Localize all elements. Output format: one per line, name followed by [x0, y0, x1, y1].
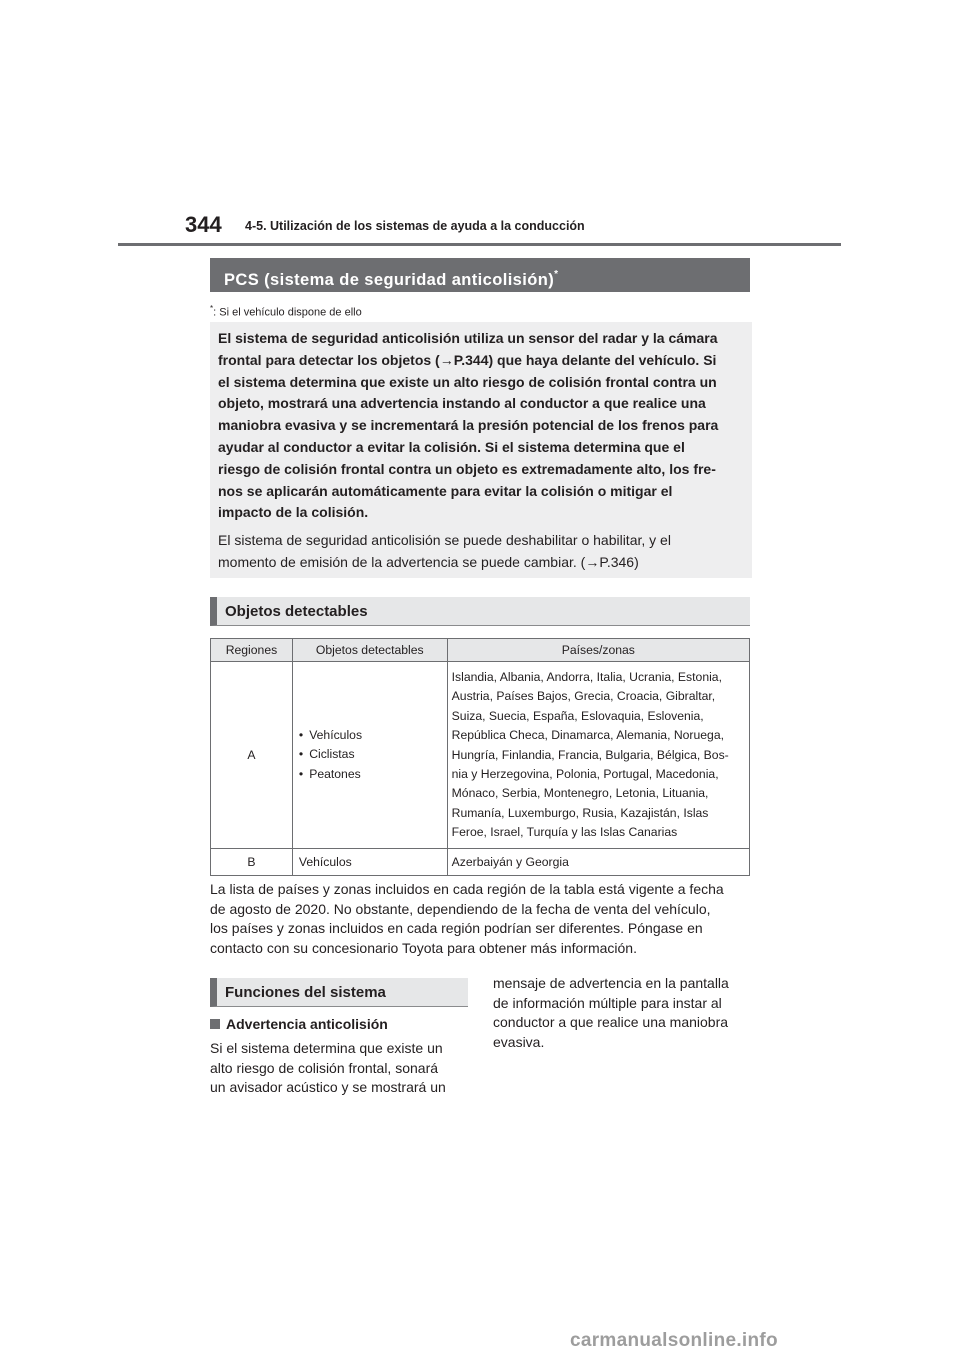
table-row [211, 848, 750, 875]
intro-note-line: El sistema de seguridad anticolisión se puede deshabilitar o habilitar, y el [218, 532, 671, 549]
col-header-paises: Países/zonas [447, 639, 749, 662]
paragraph-line: contacto con su concesionario Toyota para obtener más información. [210, 939, 637, 956]
country-line: Austria, Países Bajos, Grecia, Croacia, Gibraltar, [451, 689, 716, 704]
page-number: 344 [185, 212, 222, 237]
pcs-title-bar [210, 258, 750, 292]
text-line: de información múltiple para instar al [493, 994, 722, 1011]
advertencia-label: Advertencia anticolisión [226, 1016, 388, 1032]
detectable-objects-table [210, 638, 750, 876]
text-line: alto riesgo de colisión frontal, sonará [210, 1059, 439, 1076]
left-column-text [210, 1039, 468, 1098]
paragraph-line: los países y zonas incluidos en cada región podrían ser diferentes. Póngase en [210, 920, 703, 936]
country-line: República Checa, Dinamarca, Alemania, Noruega, [451, 728, 724, 743]
pcs-title: PCS (sistema de seguridad anticolisión) [224, 271, 555, 289]
country-line: Rumanía, Luxemburgo, Rusia, Kazajistán, Islas [451, 805, 709, 820]
intro-line: frontal para detectar los objetos (→P.344) que haya delante del vehículo. Si [218, 351, 717, 368]
country-line: Mónaco, Serbia, Montenegro, Letonia, Lituania, [451, 786, 709, 801]
intro-line: riesgo de colisión frontal contra un objeto es extremadamente alto, los fre- [218, 460, 716, 477]
right-column-text [493, 974, 751, 1052]
intro-line: ayudar al conductor a evitar la colisión. Si el sistema determina que el [218, 438, 685, 455]
countries-cell: Azerbaiyán y Georgia [447, 848, 749, 875]
objetos-heading: Objetos detectables [210, 597, 750, 626]
objects-list [299, 726, 441, 784]
paragraph-line: La lista de países y zonas incluidos en cada región de la tabla está vigente a fecha [210, 881, 724, 897]
title-asterisk: * [554, 269, 559, 280]
intro-line: maniobra evasiva y se incrementará la presión potencial de los frenos para [218, 417, 719, 434]
intro-line: El sistema de seguridad anticolisión utiliza un sensor del radar y la cámara [218, 330, 718, 346]
col-header-regiones: Regiones [211, 639, 293, 662]
intro-line: impacto de la colisión. [218, 504, 369, 521]
country-line: Suiza, Suecia, España, Eslovaquia, Eslovenia, [451, 708, 704, 723]
intro-line: el sistema determina que existe un alto riesgo de colisión frontal contra un [218, 373, 717, 390]
list-item: • Vehículos [299, 726, 441, 745]
paragraph-line: de agosto de 2020. No obstante, dependiendo de la fecha de venta del vehículo, [210, 900, 711, 917]
list-item: • Ciclistas [299, 745, 441, 764]
text-line: evasiva. [493, 1033, 545, 1050]
intro-box [210, 322, 752, 578]
region-note-paragraph [210, 880, 755, 958]
intro-note-line: momento de emisión de la advertencia se puede cambiar. (→P.346) [218, 553, 639, 570]
objects-cell [292, 662, 447, 849]
country-line: Islandia, Albania, Andorra, Italia, Ucrania, Estonia, [451, 670, 722, 684]
text-line: conductor a que realice una maniobra [493, 1014, 729, 1030]
text-line: Si el sistema determina que existe un [210, 1040, 443, 1056]
watermark: carmanualsonline.info [570, 1330, 778, 1351]
intro-line: objeto, mostrará una advertencia instando al conductor a que realice una [218, 395, 706, 412]
col-header-objetos: Objetos detectables [292, 639, 447, 662]
funciones-heading: Funciones del sistema [210, 978, 468, 1007]
text-line: mensaje de advertencia en la pantalla [493, 975, 729, 991]
country-line: Feroe, Israel, Turquía y las Islas Canarias [451, 825, 678, 840]
region-cell: B [211, 848, 293, 875]
country-line: nia y Herzegovina, Polonia, Portugal, Macedonia, [451, 767, 719, 782]
advertencia-subheading [210, 1016, 388, 1032]
countries-cell [447, 662, 749, 849]
region-cell: A [211, 662, 293, 849]
text-line: un avisador acústico y se mostrará un [210, 1079, 446, 1095]
intro-line: nos se aplicarán automáticamente para evitar la colisión o mitigar el [218, 482, 673, 499]
header-rule [118, 243, 841, 246]
section-title: 4-5. Utilización de los sistemas de ayuda a la conducción [245, 219, 585, 233]
table-row [211, 662, 750, 849]
square-bullet-icon [210, 1019, 220, 1029]
objects-cell: Vehículos [292, 848, 447, 875]
footnote [210, 304, 362, 319]
list-item: • Peatones [299, 765, 441, 784]
country-line: Hungría, Finlandia, Francia, Bulgaria, Bélgica, Bos- [451, 747, 729, 762]
table-header-row [211, 639, 750, 662]
footnote-text: : Si el vehículo dispone de ello [213, 306, 362, 319]
footnote-asterisk: * [210, 304, 214, 313]
